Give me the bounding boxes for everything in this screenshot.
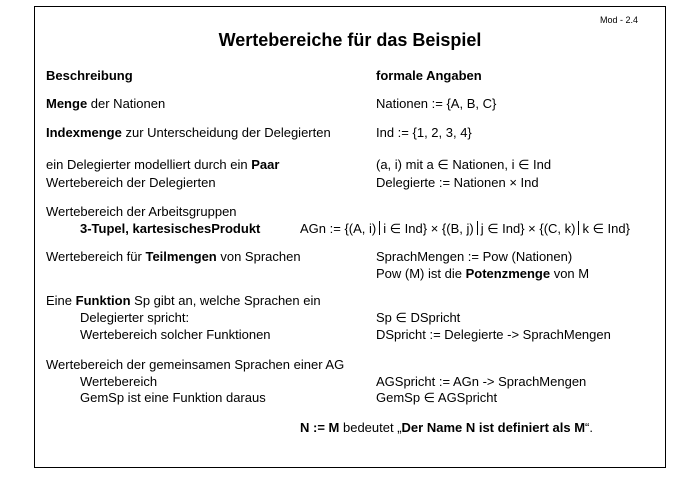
index-description: Indexmenge zur Unterscheidung der Delegierten: [46, 125, 331, 140]
slide-number: Mod - 2.4: [600, 15, 639, 25]
menge-description: Menge der Nationen: [46, 96, 166, 111]
delegierte-formal: Delegierte := Nationen × Ind: [376, 175, 539, 190]
gemeinsam-wertebereich: Wertebereich: [80, 374, 158, 389]
dspricht-formal: DSpricht := Delegierte -> SprachMengen: [376, 327, 611, 342]
potenzmenge-formal: Pow (M) ist die Potenzmenge von M: [376, 266, 590, 281]
bar-separator: [379, 221, 380, 235]
bar-separator: [578, 221, 579, 235]
funktion-description: Eine Funktion Sp gibt an, welche Sprachen ein: [46, 293, 321, 308]
header-formal: formale Angaben: [376, 68, 482, 83]
bar-separator: [477, 221, 478, 235]
tupel-label: 3-Tupel, kartesischesProdukt: [80, 221, 261, 236]
sp-formal: Sp ∈ DSpricht: [376, 310, 461, 325]
menge-formal: Nationen := {A, B, C}: [376, 96, 497, 111]
slide-title: Wertebereiche für das Beispiel: [218, 30, 482, 50]
teilmengen-description: Wertebereich für Teilmengen von Sprachen: [46, 249, 301, 264]
paar-formal: (a, i) mit a ∈ Nationen, i ∈ Ind: [376, 157, 552, 172]
arbeitsgruppen-description: Wertebereich der Arbeitsgruppen: [46, 204, 237, 219]
funktionen-description: Wertebereich solcher Funktionen: [80, 327, 271, 342]
gemsp-description: GemSp ist eine Funktion daraus: [80, 390, 266, 405]
paar-description: ein Delegierter modelliert durch ein Paar: [46, 157, 280, 172]
definition-note: N := M bedeutet „Der Name N ist definiert als M“.: [300, 420, 593, 435]
gemsp-formal: GemSp ∈ AGSpricht: [376, 390, 498, 405]
agspricht-formal: AGSpricht := AGn -> SprachMengen: [376, 374, 587, 389]
index-formal: Ind := {1, 2, 3, 4}: [376, 125, 472, 140]
sprachmengen-formal: SprachMengen := Pow (Nationen): [376, 249, 573, 264]
delegierter-spricht: Delegierter spricht:: [80, 310, 190, 325]
delegierte-description: Wertebereich der Delegierten: [46, 175, 216, 190]
agn-formal: AGn := {(A, i) i ∈ Ind} × {(B, j) j ∈ Ind} × {(C, k) k ∈ Ind}: [300, 221, 630, 236]
gemeinsam-description: Wertebereich der gemeinsamen Sprachen einer AG: [46, 357, 345, 372]
header-description: Beschreibung: [46, 68, 133, 83]
